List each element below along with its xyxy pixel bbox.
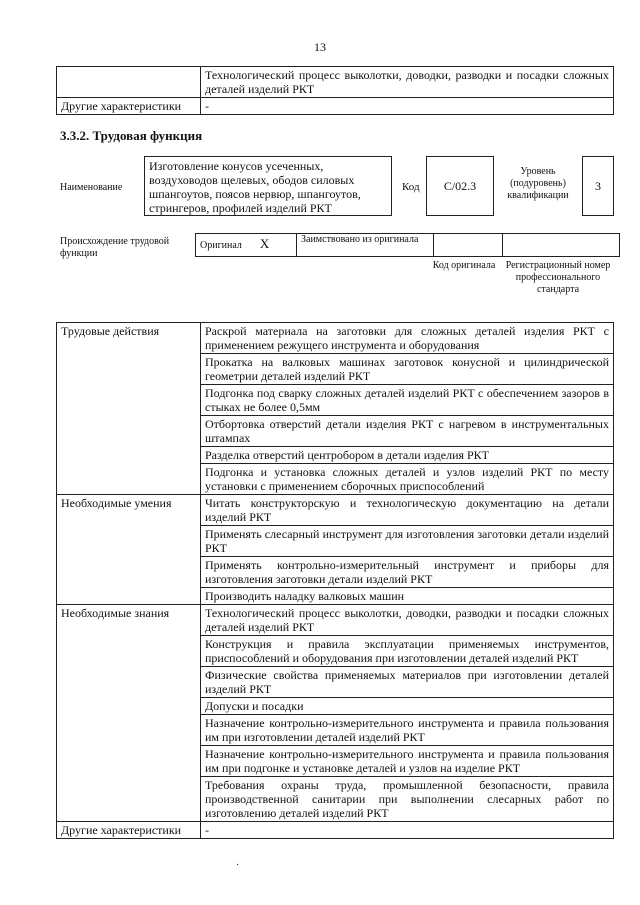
row-value: Разделка отверстий центробором в детали изделия РКТ xyxy=(201,447,614,464)
original-mark: X xyxy=(259,236,270,251)
row-value: - xyxy=(201,98,614,115)
row-value: Применять контрольно-измерительный инструмент и приборы для изготовления заготовки детали изделий РКТ xyxy=(201,557,614,588)
origin-original-cell xyxy=(196,234,297,257)
table-row xyxy=(57,495,614,526)
row-value: Производить наладку валковых машин xyxy=(201,588,614,605)
row-label xyxy=(57,67,201,98)
row-value: Подгонка и установка сложных деталей и узлов изделий РКТ по месту установки с применением сборочных приспособлений xyxy=(201,464,614,495)
origin-table xyxy=(195,233,620,257)
code-value: C/02.3 xyxy=(426,156,494,216)
reg-number-label: Регистрационный номер профессионального стандарта xyxy=(505,260,611,295)
code-original-label: Код оригинала xyxy=(432,260,496,271)
row-label: Необходимые знания xyxy=(57,605,201,822)
row-value: - xyxy=(201,822,614,839)
function-name-value: Изготовление конусов усеченных, воздуховодов щелевых, ободов силовых шпангоутов, поясов нервюр, шпангоутов, стрингеров, профилей изделий РКТ xyxy=(144,156,392,216)
code-label: Код xyxy=(402,181,420,193)
table-row xyxy=(57,822,614,839)
row-value: Отбортовка отверстий детали изделия РКТ с нагревом в инструментальных штампах xyxy=(201,416,614,447)
row-value: Конструкция и правила эксплуатации применяемых инструментов, приспособлений и оборудования при изготовлении деталей изделий РКТ xyxy=(201,636,614,667)
row-value: Читать конструкторскую и технологическую документацию на детали изделий РКТ xyxy=(201,495,614,526)
level-value: 3 xyxy=(582,156,614,216)
row-value: Допуски и посадки xyxy=(201,698,614,715)
table-row xyxy=(57,323,614,354)
section-title: 3.3.2. Трудовая функция xyxy=(60,128,203,143)
row-value: Назначение контрольно-измерительного инструмента и правила пользования им при подгонке и установке деталей и узлов на изделие РКТ xyxy=(201,746,614,777)
original-label: Оригинал xyxy=(200,240,242,251)
borrowed-label: Заимствовано из оригинала xyxy=(297,234,434,257)
row-label: Трудовые действия xyxy=(57,323,201,495)
row-value: Прокатка на валковых машинах заготовок конусной и цилиндрической геометрии деталей изделий РКТ xyxy=(201,354,614,385)
code-original-cell xyxy=(434,234,503,257)
row-label: Другие характеристики xyxy=(57,822,201,839)
page-number: 13 xyxy=(314,40,326,54)
table-row xyxy=(57,98,614,115)
row-value: Требования охраны труда, промышленной безопасности, правила производственной санитарии при выполнении слесарных работ по изготовлению деталей изделий РКТ xyxy=(201,777,614,822)
row-label: Необходимые умения xyxy=(57,495,201,605)
row-value: Раскрой материала на заготовки для сложных деталей изделия РКТ с применением режущего инструмента и оборудования xyxy=(201,323,614,354)
row-value: Физические свойства применяемых материалов при изготовлении деталей изделий РКТ xyxy=(201,667,614,698)
row-label: Другие характеристики xyxy=(57,98,201,115)
origin-label: Происхождение трудовой функции xyxy=(60,236,170,259)
level-label: Уровень (подуровень) квалификации xyxy=(507,166,569,201)
table-row xyxy=(57,67,614,98)
main-table xyxy=(56,322,614,839)
top-table xyxy=(56,66,614,115)
reg-number-cell xyxy=(503,234,620,257)
row-value: Подгонка под сварку сложных деталей изделий РКТ с обеспечением зазоров в стыках не более 0,5мм xyxy=(201,385,614,416)
row-value: Применять слесарный инструмент для изготовления заготовки детали изделий РКТ xyxy=(201,526,614,557)
row-value: Технологический процесс выколотки, доводки, разводки и посадки сложных деталей изделий РКТ xyxy=(201,67,614,98)
row-value: Назначение контрольно-измерительного инструмента и правила пользования им при изготовлении деталей изделий РКТ xyxy=(201,715,614,746)
stray-dot: · xyxy=(236,860,240,871)
row-value: Технологический процесс выколотки, доводки, разводки и посадки сложных деталей изделий РКТ xyxy=(201,605,614,636)
name-label: Наименование xyxy=(60,182,123,193)
table-row xyxy=(57,605,614,636)
